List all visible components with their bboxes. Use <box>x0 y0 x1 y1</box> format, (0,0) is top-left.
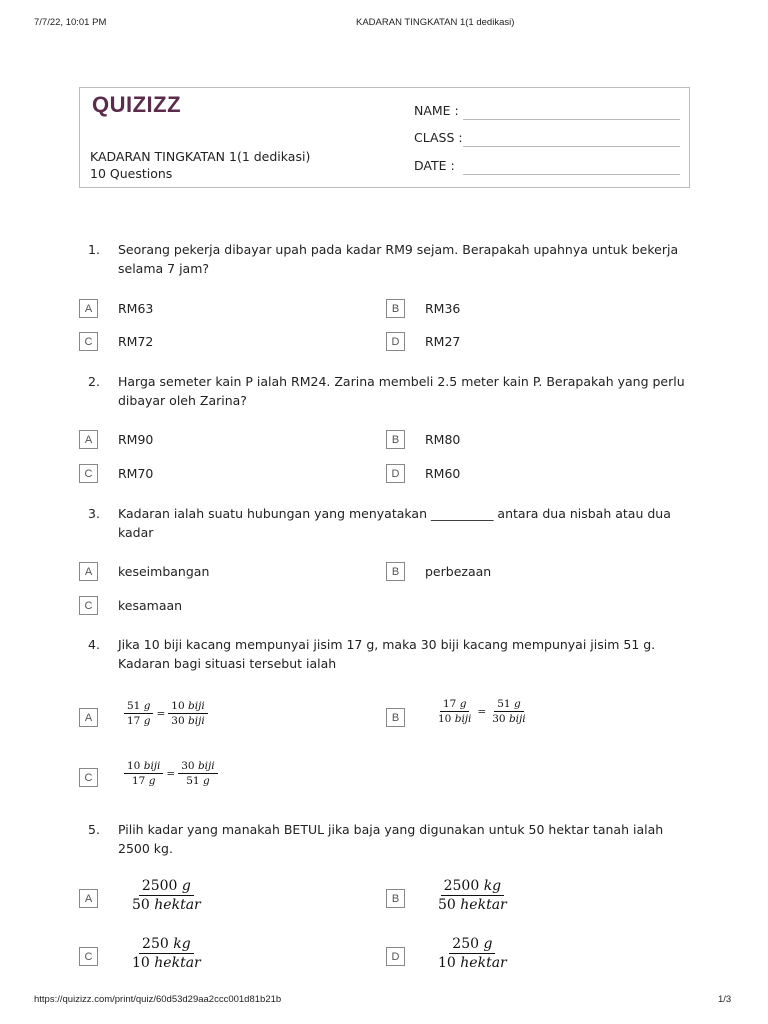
numerator-value: 51 <box>497 698 511 710</box>
denominator-unit: hektar <box>460 955 507 971</box>
option-letter-box[interactable]: C <box>79 332 98 351</box>
option-letter-box[interactable]: C <box>79 768 98 787</box>
question-text: Jika 10 biji kacang mempunyai jisim 17 g, maka 30 biji kacang mempunyai jisim 51 g. Kadaran bagi situasi tersebut ialah <box>118 637 656 671</box>
question-text: Harga semeter kain P ialah RM24. Zarina membeli 2.5 meter kain P. Berapakah yang perlu dibayar oleh Zarina? <box>118 374 685 408</box>
option-letter-box[interactable]: A <box>79 299 98 318</box>
name-line[interactable] <box>463 119 680 120</box>
numerator-unit: biji <box>197 760 215 772</box>
option-fraction[interactable] <box>435 698 529 725</box>
denominator-unit: g <box>148 775 156 787</box>
denominator-unit: hektar <box>154 897 201 913</box>
denominator-value: 10 <box>438 713 452 725</box>
numerator-unit: biji <box>143 760 161 772</box>
option-letter-box[interactable]: A <box>79 889 98 908</box>
option-fraction[interactable] <box>129 878 204 913</box>
equals-sign: = <box>156 707 166 720</box>
option-letter-box[interactable]: B <box>386 430 405 449</box>
option-letter-box[interactable]: C <box>79 596 98 615</box>
numerator-unit: g <box>181 878 191 894</box>
quiz-header <box>79 87 690 188</box>
numerator-value: 250 <box>452 936 480 952</box>
denominator-unit: hektar <box>154 955 201 971</box>
denominator-value: 17 <box>131 775 146 787</box>
numerator-unit: g <box>459 698 467 710</box>
denominator-unit: hektar <box>460 897 507 913</box>
option-letter-box[interactable]: A <box>79 430 98 449</box>
denominator-value: 50 <box>132 897 150 913</box>
question-number: 2. <box>88 374 100 389</box>
denominator-unit: biji <box>187 715 205 727</box>
option-letter-box[interactable]: C <box>79 947 98 966</box>
numerator-value: 250 <box>142 936 169 952</box>
numerator-value: 10 <box>171 700 185 712</box>
option-text[interactable]: RM70 <box>118 466 154 481</box>
option-fraction[interactable] <box>129 936 204 971</box>
numerator-unit: kg <box>483 878 502 894</box>
option-fraction[interactable] <box>124 700 208 727</box>
option-letter-box[interactable]: A <box>79 562 98 581</box>
option-text[interactable]: RM90 <box>118 432 154 447</box>
denominator-value: 50 <box>438 897 456 913</box>
equals-sign: = <box>166 767 176 780</box>
option-text[interactable]: RM72 <box>118 334 154 349</box>
denominator-unit: biji <box>508 713 526 725</box>
denominator-value: 51 <box>186 775 200 787</box>
option-letter-box[interactable]: B <box>386 708 405 727</box>
option-text[interactable]: RM80 <box>425 432 461 447</box>
option-letter-box[interactable]: B <box>386 889 405 908</box>
numerator-value: 51 <box>127 700 141 712</box>
fraction <box>489 698 528 725</box>
option-letter-box[interactable]: D <box>386 332 405 351</box>
option-letter-box[interactable]: B <box>386 562 405 581</box>
question-text: Pilih kadar yang manakah BETUL jika baja yang digunakan untuk 50 hektar tanah ialah 2500 kg. <box>118 822 664 856</box>
question-number: 3. <box>88 506 100 521</box>
option-fraction[interactable] <box>124 760 218 787</box>
question-number: 4. <box>88 637 100 652</box>
print-title: KADARAN TINGKATAN 1(1 dedikasi) <box>356 17 515 28</box>
date-line[interactable] <box>463 174 680 175</box>
name-label: NAME : <box>414 103 459 118</box>
numerator-unit: kg <box>173 936 191 952</box>
quizizz-logo: QUIZIZZ <box>92 92 182 117</box>
fraction <box>168 700 207 727</box>
denominator-value: 30 <box>171 715 185 727</box>
numerator-value: 30 <box>181 760 195 772</box>
fraction <box>124 700 153 727</box>
class-label: CLASS : <box>414 130 463 145</box>
fraction <box>178 760 217 787</box>
fraction <box>435 698 474 725</box>
fraction <box>435 936 510 971</box>
option-fraction[interactable] <box>435 878 510 913</box>
numerator-unit: g <box>143 700 151 712</box>
numerator-unit: g <box>483 936 493 952</box>
denominator-value: 10 <box>132 955 150 971</box>
numerator-value: 2500 <box>141 878 178 894</box>
class-line[interactable] <box>463 146 680 147</box>
fraction <box>129 878 204 913</box>
option-text[interactable]: RM36 <box>425 301 461 316</box>
denominator-value: 30 <box>492 713 506 725</box>
option-text[interactable]: RM60 <box>425 466 461 481</box>
option-text[interactable]: perbezaan <box>425 564 492 579</box>
numerator-value: 2500 <box>443 878 480 894</box>
denominator-value: 10 <box>438 955 456 971</box>
question-text: Kadaran ialah suatu hubungan yang menyatakan __________ antara dua nisbah atau dua kadar <box>118 506 671 540</box>
option-letter-box[interactable]: D <box>386 464 405 483</box>
question-text: Seorang pekerja dibayar upah pada kadar RM9 sejam. Berapakah upahnya untuk bekerja selama 7 jam? <box>118 242 679 276</box>
option-letter-box[interactable]: C <box>79 464 98 483</box>
fraction <box>124 760 163 787</box>
denominator-unit: g <box>202 775 210 787</box>
option-fraction[interactable] <box>435 936 510 971</box>
fraction <box>435 878 510 913</box>
option-text[interactable]: keseimbangan <box>118 564 210 579</box>
numerator-value: 17 <box>442 698 457 710</box>
option-text[interactable]: RM63 <box>118 301 154 316</box>
print-datetime: 7/7/22, 10:01 PM <box>34 17 107 28</box>
option-text[interactable]: kesamaan <box>118 598 183 613</box>
quiz-title: KADARAN TINGKATAN 1(1 dedikasi) <box>90 149 311 164</box>
option-letter-box[interactable]: B <box>386 299 405 318</box>
denominator-value: 17 <box>127 715 141 727</box>
option-letter-box[interactable]: D <box>386 947 405 966</box>
numerator-unit: biji <box>187 700 205 712</box>
question-count: 10 Questions <box>90 166 173 181</box>
equals-sign: = <box>477 705 487 718</box>
fraction <box>129 936 204 971</box>
question-number: 5. <box>88 822 100 837</box>
print-url[interactable]: https://quizizz.com/print/quiz/60d53d29aa2ccc001d81b21b <box>34 994 282 1005</box>
question-number: 1. <box>88 242 100 257</box>
option-text[interactable]: RM27 <box>425 334 461 349</box>
numerator-unit: g <box>513 698 521 710</box>
numerator-value: 10 <box>127 760 141 772</box>
option-letter-box[interactable]: A <box>79 708 98 727</box>
page-number: 1/3 <box>718 994 732 1005</box>
denominator-unit: g <box>143 715 151 727</box>
denominator-unit: biji <box>454 713 472 725</box>
date-label: DATE : <box>414 158 455 173</box>
